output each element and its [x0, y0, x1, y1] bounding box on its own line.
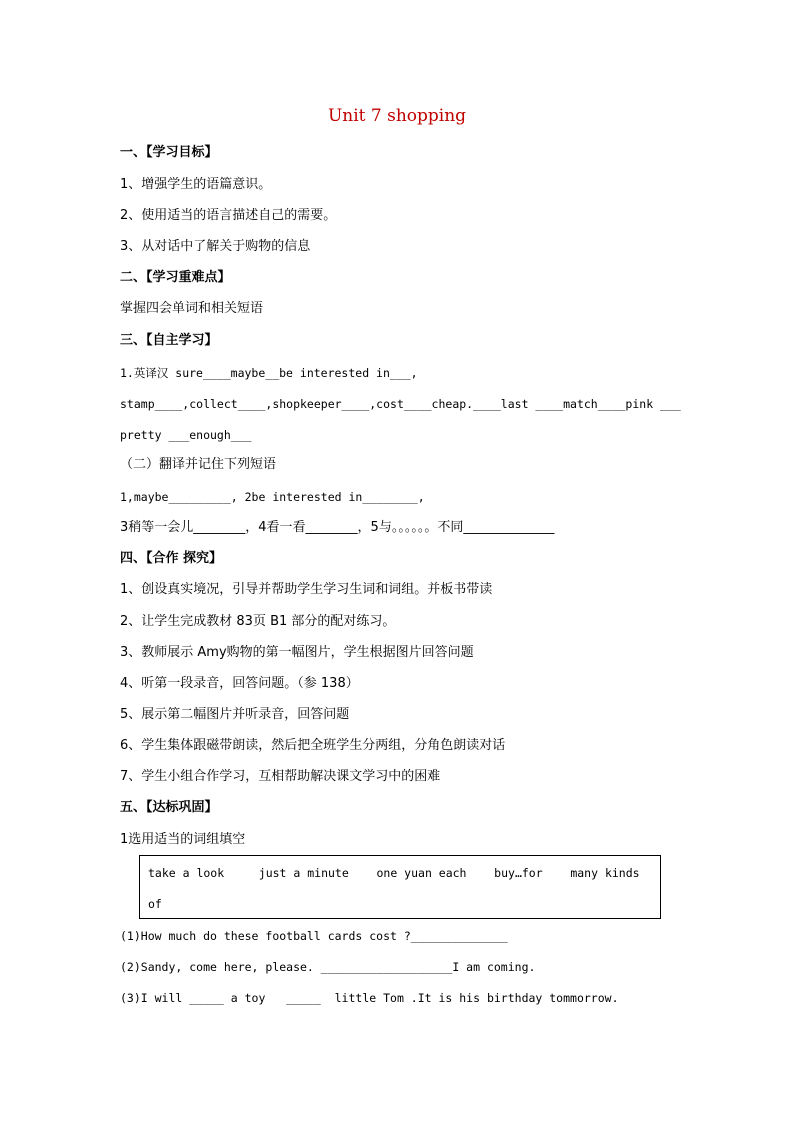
activity-item: 2、让学生完成教材 83页 B1 部分的配对练习。	[120, 614, 396, 629]
question-item: (3)I will _____ a toy _____ little Tom .It is his birthday tommorrow.	[120, 991, 619, 1005]
section-3-heading: 三、【自主学习】	[120, 333, 218, 348]
question-item: (2)Sandy, come here, please. ___________________I am coming.	[120, 960, 536, 974]
section-1-heading: 一、【学习目标】	[120, 145, 218, 160]
question-item: (1)How much do these football cards cost ?______________	[120, 929, 508, 943]
word-bank-line: take a look just a minute one yuan each buy…for many kinds	[148, 866, 640, 880]
activity-item: 4、听第一段录音，回答问题。（参 138）	[120, 676, 359, 691]
translation-exercise-line: stamp____,collect____,shopkeeper____,cost____cheap.____last ____match____pink ___	[120, 397, 681, 411]
activity-item: 1、创设真实境况，引导并帮助学生学习生词和词组。并板书带读	[120, 582, 493, 597]
activity-item: 5、展示第二幅图片并听录音，回答问题	[120, 707, 350, 722]
key-points-text: 掌握四会单词和相关短语	[120, 301, 264, 316]
activity-item: 3、教师展示 Amy购物的第一幅图片，学生根据图片回答问题	[120, 645, 474, 660]
objective-item: 3、从对话中了解关于购物的信息	[120, 239, 311, 254]
word-bank-line: of	[148, 897, 162, 911]
translation-exercise-line: 1.英译汉 sure____maybe__be interested in___,	[120, 366, 418, 380]
exercise-instruction: 1选用适当的词组填空	[120, 832, 246, 847]
word-bank-box	[139, 855, 661, 919]
translation-exercise-line: pretty ___enough___	[120, 428, 252, 442]
activity-item: 6、学生集体跟磁带朗读，然后把全班学生分两组，分角色朗读对话	[120, 738, 506, 753]
objective-item: 1、增强学生的语篇意识。	[120, 177, 272, 192]
section-5-heading: 五、【达标巩固】	[120, 800, 218, 815]
phrase-exercise-line: 1,maybe_________, 2be interested in________,	[120, 490, 425, 504]
page-title: Unit 7 shopping	[327, 106, 467, 126]
phrase-subheading: （二）翻译并记住下列短语	[120, 457, 277, 472]
objective-item: 2、使用适当的语言描述自己的需要。	[120, 208, 337, 223]
section-4-heading: 四、【合作 探究】	[120, 551, 223, 566]
section-2-heading: 二、【学习重难点】	[120, 270, 231, 285]
activity-item: 7、学生小组合作学习，互相帮助解决课文学习中的困难	[120, 769, 441, 784]
phrase-exercise-line: 3稍等一会儿________，4看一看________，5与。。。。。。不同______________	[120, 520, 555, 535]
